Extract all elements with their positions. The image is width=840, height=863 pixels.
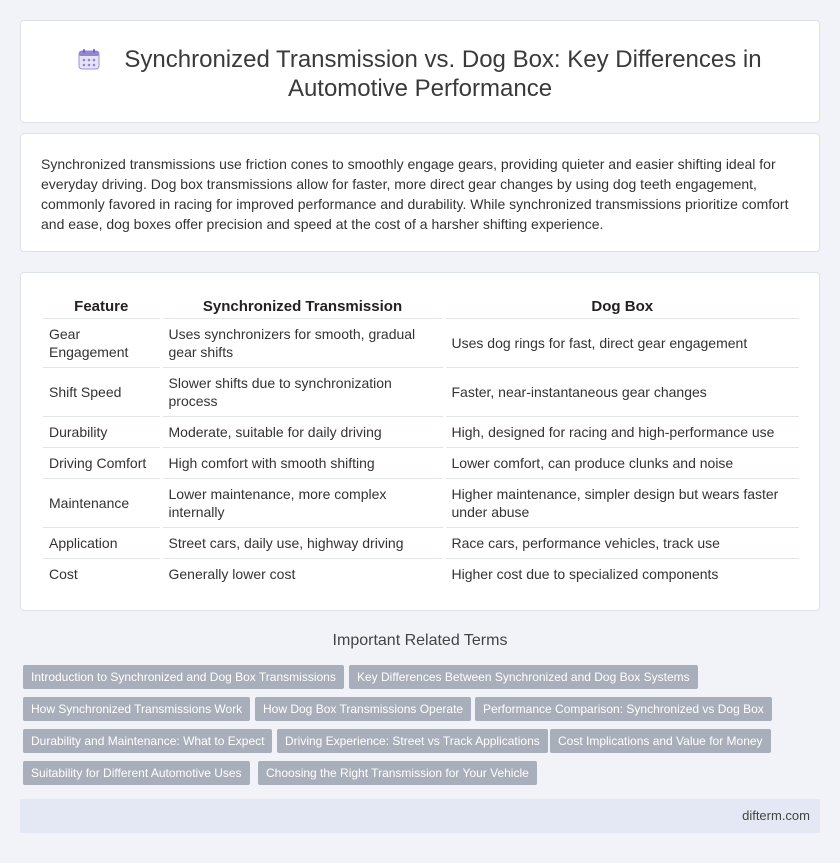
synchronized-cell: High comfort with smooth shifting bbox=[161, 448, 444, 479]
header-synchronized: Synchronized Transmission bbox=[161, 293, 444, 319]
related-term-link[interactable]: Cost Implications and Value for Money bbox=[550, 729, 771, 753]
dog-box-cell: Uses dog rings for fast, direct gear engagement bbox=[444, 319, 799, 368]
header-feature: Feature bbox=[43, 293, 161, 319]
table-row bbox=[43, 528, 799, 559]
table-row bbox=[43, 479, 799, 528]
dog-box-cell: High, designed for racing and high-performance use bbox=[444, 417, 799, 448]
feature-cell: Application bbox=[43, 528, 161, 559]
table-row bbox=[43, 417, 799, 448]
header-card bbox=[20, 20, 820, 123]
header-dog-box: Dog Box bbox=[444, 293, 799, 319]
synchronized-cell: Street cars, daily use, highway driving bbox=[161, 528, 444, 559]
table-row bbox=[43, 319, 799, 368]
related-term-link[interactable]: Key Differences Between Synchronized and Dog Box Systems bbox=[349, 665, 698, 689]
synchronized-cell: Lower maintenance, more complex internally bbox=[161, 479, 444, 528]
synchronized-cell: Uses synchronizers for smooth, gradual gear shifts bbox=[161, 319, 444, 368]
related-term-link[interactable]: Driving Experience: Street vs Track Applications bbox=[277, 729, 548, 753]
dog-box-cell: Higher maintenance, simpler design but wears faster under abuse bbox=[444, 479, 799, 528]
feature-cell: Durability bbox=[43, 417, 161, 448]
related-term-link[interactable]: Introduction to Synchronized and Dog Box Transmissions bbox=[23, 665, 344, 689]
related-term-link[interactable]: How Dog Box Transmissions Operate bbox=[255, 697, 471, 721]
calendar-icon bbox=[78, 48, 100, 70]
related-term-link[interactable]: How Synchronized Transmissions Work bbox=[23, 697, 250, 721]
table-row bbox=[43, 368, 799, 417]
synchronized-cell: Slower shifts due to synchronization process bbox=[161, 368, 444, 417]
feature-cell: Maintenance bbox=[43, 479, 161, 528]
feature-cell: Driving Comfort bbox=[43, 448, 161, 479]
page-title bbox=[60, 45, 780, 103]
intro-card bbox=[20, 133, 820, 252]
synchronized-cell: Moderate, suitable for daily driving bbox=[161, 417, 444, 448]
feature-cell: Gear Engagement bbox=[43, 319, 161, 368]
intro-paragraph: Synchronized transmissions use friction cones to smoothly engage gears, providing quieter and easier shifting ideal for everyday driving. Dog box transmissions allow for faster, more direct gear changes by using dog teeth engagement, commonly favored in racing for improved performance and durability. While synchronized transmissions prioritize comfort and ease, dog boxes offer precision and speed at the cost of a harsher shifting experience. bbox=[41, 156, 789, 232]
footer-site-link[interactable]: difterm.com bbox=[742, 808, 810, 823]
table-row bbox=[43, 448, 799, 479]
related-term-link[interactable]: Choosing the Right Transmission for Your Vehicle bbox=[258, 761, 537, 785]
feature-cell: Shift Speed bbox=[43, 368, 161, 417]
comparison-table bbox=[43, 293, 799, 590]
dog-box-cell: Faster, near-instantaneous gear changes bbox=[444, 368, 799, 417]
page-title-text: Synchronized Transmission vs. Dog Box: Key Differences in Automotive Performance bbox=[124, 46, 762, 102]
footer bbox=[20, 799, 820, 833]
feature-cell: Cost bbox=[49, 566, 78, 583]
synchronized-cell: Generally lower cost bbox=[161, 559, 444, 590]
table-row bbox=[43, 559, 799, 590]
related-terms-title: Important Related Terms bbox=[332, 632, 508, 649]
dog-box-cell: Lower comfort, can produce clunks and noise bbox=[444, 448, 799, 479]
related-term-link[interactable]: Suitability for Different Automotive Uses bbox=[23, 761, 250, 785]
comparison-table-card bbox=[20, 272, 820, 611]
related-term-link[interactable]: Performance Comparison: Synchronized vs Dog Box bbox=[475, 697, 772, 721]
table-header-row bbox=[43, 293, 799, 319]
related-term-link[interactable]: Durability and Maintenance: What to Expect bbox=[23, 729, 272, 753]
dog-box-cell: Higher cost due to specialized components bbox=[444, 559, 799, 590]
dog-box-cell: Race cars, performance vehicles, track use bbox=[444, 528, 799, 559]
